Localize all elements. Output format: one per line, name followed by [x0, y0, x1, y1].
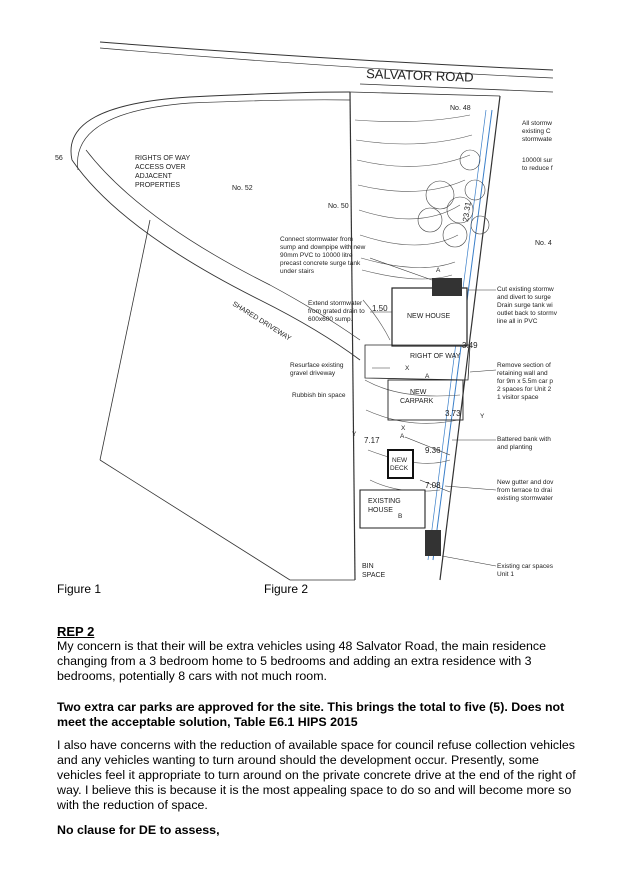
section-marker: A — [436, 267, 441, 274]
svg-text:from grated drain to: from grated drain to — [308, 308, 365, 315]
svg-text:Drain surge tank wi: Drain surge tank wi — [497, 302, 553, 309]
dimension-label: 7.08 — [425, 481, 441, 490]
existing-house-label: HOUSE — [368, 507, 393, 514]
note-remove-wall — [497, 362, 553, 401]
svg-text:PROPERTIES: PROPERTIES — [135, 182, 180, 189]
svg-text:to reduce f: to reduce f — [522, 165, 553, 172]
tree-canopy — [418, 150, 489, 247]
new-house-label: NEW HOUSE — [407, 313, 451, 320]
svg-text:under stairs: under stairs — [280, 268, 314, 275]
lot-label: No. 50 — [328, 203, 349, 210]
svg-text:sump and downpipe with new: sump and downpipe with new — [280, 244, 366, 251]
svg-text:90mm PVC to 10000 litre: 90mm PVC to 10000 litre — [280, 252, 353, 259]
svg-text:Extend stormwater: Extend stormwater — [308, 300, 363, 307]
dimension-label: 23.31 — [461, 201, 473, 223]
dimension-label: 9.36 — [425, 446, 441, 455]
note-rubbish-bin: Rubbish bin space — [292, 392, 346, 399]
lot-label: No. 48 — [450, 105, 471, 112]
note-resurface-driveway — [290, 362, 344, 377]
new-deck-outline — [388, 450, 413, 478]
bin-space-label: SPACE — [362, 572, 386, 579]
note-all-stormwater — [522, 120, 552, 143]
dimension-label: 7.17 — [364, 436, 380, 445]
road-boundary-line — [78, 100, 351, 170]
svg-text:10000l sur: 10000l sur — [522, 157, 553, 164]
lot-label: No. 4 — [535, 240, 552, 247]
dimension-label: 1.50 — [372, 304, 388, 313]
note-existing-car-spaces — [497, 563, 554, 578]
svg-text:600x600 sump.: 600x600 sump. — [308, 316, 353, 323]
shared-driveway-label: SHARED DRIVEWAY — [230, 300, 293, 343]
svg-text:Battered bank with: Battered bank with — [497, 436, 551, 443]
svg-text:outlet back to stormv: outlet back to stormv — [497, 310, 557, 317]
section-marker: X — [401, 425, 406, 432]
svg-text:1 visitor space: 1 visitor space — [497, 394, 539, 401]
svg-text:Unit 1: Unit 1 — [497, 571, 514, 578]
svg-text:RIGHTS OF WAY: RIGHTS OF WAY — [135, 155, 191, 162]
new-carpark-label: NEW — [410, 389, 427, 396]
svg-text:gravel driveway: gravel driveway — [290, 370, 336, 377]
right-of-way-area — [365, 345, 470, 380]
rep-paragraph-concern: My concern is that their will be extra vehicles using 48 Salvator Road, the main residence changing from a 3 bedroom home to 5 bedrooms and adding an extra residence with 3 bedrooms, potentially 8 cars with not much room. — [57, 639, 546, 683]
svg-text:existing stormwater: existing stormwater — [497, 495, 553, 502]
section-marker: X — [405, 365, 410, 372]
svg-text:All stormw: All stormw — [522, 120, 552, 127]
rights-of-way-label — [135, 155, 191, 189]
road-boundary-line — [100, 42, 553, 70]
section-marker: Y — [352, 431, 357, 438]
note-10000l-sump — [522, 157, 553, 172]
dimension-label: 3.73 — [445, 409, 461, 418]
svg-text:and planting: and planting — [497, 444, 533, 451]
road-boundary-line — [100, 48, 553, 78]
lot-boundary — [100, 220, 150, 460]
rep-paragraph-assessment: Two extra car parks are approved for the site. This brings the total to five (5). Does not meet the acceptable solution, Table E6.1 HIPS 2015 — [57, 700, 565, 729]
lot-label: No. 52 — [232, 185, 253, 192]
rep-paragraph-refuse: I also have concerns with the reduction of available space for council refuse collection vehicles and any vehicles wanting to turn around should the development occur. Presently, some vehicles feel it appropriate to turn around on the private concrete drive at the end of the right of way. I believe this is because it is the most appealing space to do so and will become more so with the reduction of space. — [57, 738, 576, 812]
svg-text:Resurface existing: Resurface existing — [290, 362, 344, 369]
section-marker: Y — [480, 413, 485, 420]
lot-boundary — [350, 92, 500, 96]
lot-boundary — [100, 460, 290, 580]
section-marker: A — [400, 433, 405, 440]
svg-text:New gutter and dov: New gutter and dov — [497, 479, 554, 486]
rep-paragraph-clause: No clause for DE to assess, — [57, 823, 220, 837]
section-marker: B — [398, 513, 403, 520]
road-boundary-line — [360, 84, 553, 92]
existing-house-label: EXISTING — [368, 498, 401, 505]
dimension-label: 3.49 — [462, 341, 478, 350]
bin-space-label: BIN — [362, 563, 374, 570]
svg-text:ADJACENT: ADJACENT — [135, 173, 172, 180]
svg-text:Cut existing stormw: Cut existing stormw — [497, 286, 554, 293]
svg-text:retaining wall and: retaining wall and — [497, 370, 548, 377]
svg-text:from terrace to drai: from terrace to drai — [497, 487, 552, 494]
svg-text:line all in PVC: line all in PVC — [497, 318, 538, 325]
figure-1-caption: Figure 1 — [57, 582, 102, 596]
svg-text:stormwate: stormwate — [522, 136, 552, 143]
note-extend-stormwater — [308, 300, 365, 323]
note-battered-bank — [497, 436, 551, 451]
new-deck-label: NEW — [392, 457, 408, 464]
section-marker: A — [425, 373, 430, 380]
rep-heading: REP 2 — [57, 624, 95, 639]
svg-text:for 9m x 5.5m car p: for 9m x 5.5m car p — [497, 378, 553, 385]
svg-text:Connect stormwater from: Connect stormwater from — [280, 236, 353, 243]
note-new-gutter — [497, 479, 554, 502]
svg-text:and divert to surge: and divert to surge — [497, 294, 551, 301]
road-name: SALVATOR ROAD — [365, 66, 474, 85]
svg-text:Existing car spaces: Existing car spaces — [497, 563, 553, 570]
new-carpark-label: CARPARK — [400, 398, 434, 405]
bin-space-block — [425, 530, 441, 556]
note-cut-stormwater — [497, 286, 558, 325]
svg-text:existing C: existing C — [522, 128, 551, 135]
new-deck-label: DECK — [390, 465, 409, 472]
surge-tank-block — [432, 278, 462, 296]
figure-2-caption: Figure 2 — [264, 582, 309, 596]
lot-label: 56 — [55, 155, 63, 162]
svg-text:Remove section of: Remove section of — [497, 362, 551, 369]
svg-text:precast concrete surge tank: precast concrete surge tank — [280, 260, 361, 267]
note-connect-stormwater — [280, 236, 366, 275]
right-of-way-label: RIGHT OF WAY — [410, 353, 461, 360]
svg-text:2 spaces for Unit 2: 2 spaces for Unit 2 — [497, 386, 552, 393]
svg-text:ACCESS OVER: ACCESS OVER — [135, 164, 186, 171]
